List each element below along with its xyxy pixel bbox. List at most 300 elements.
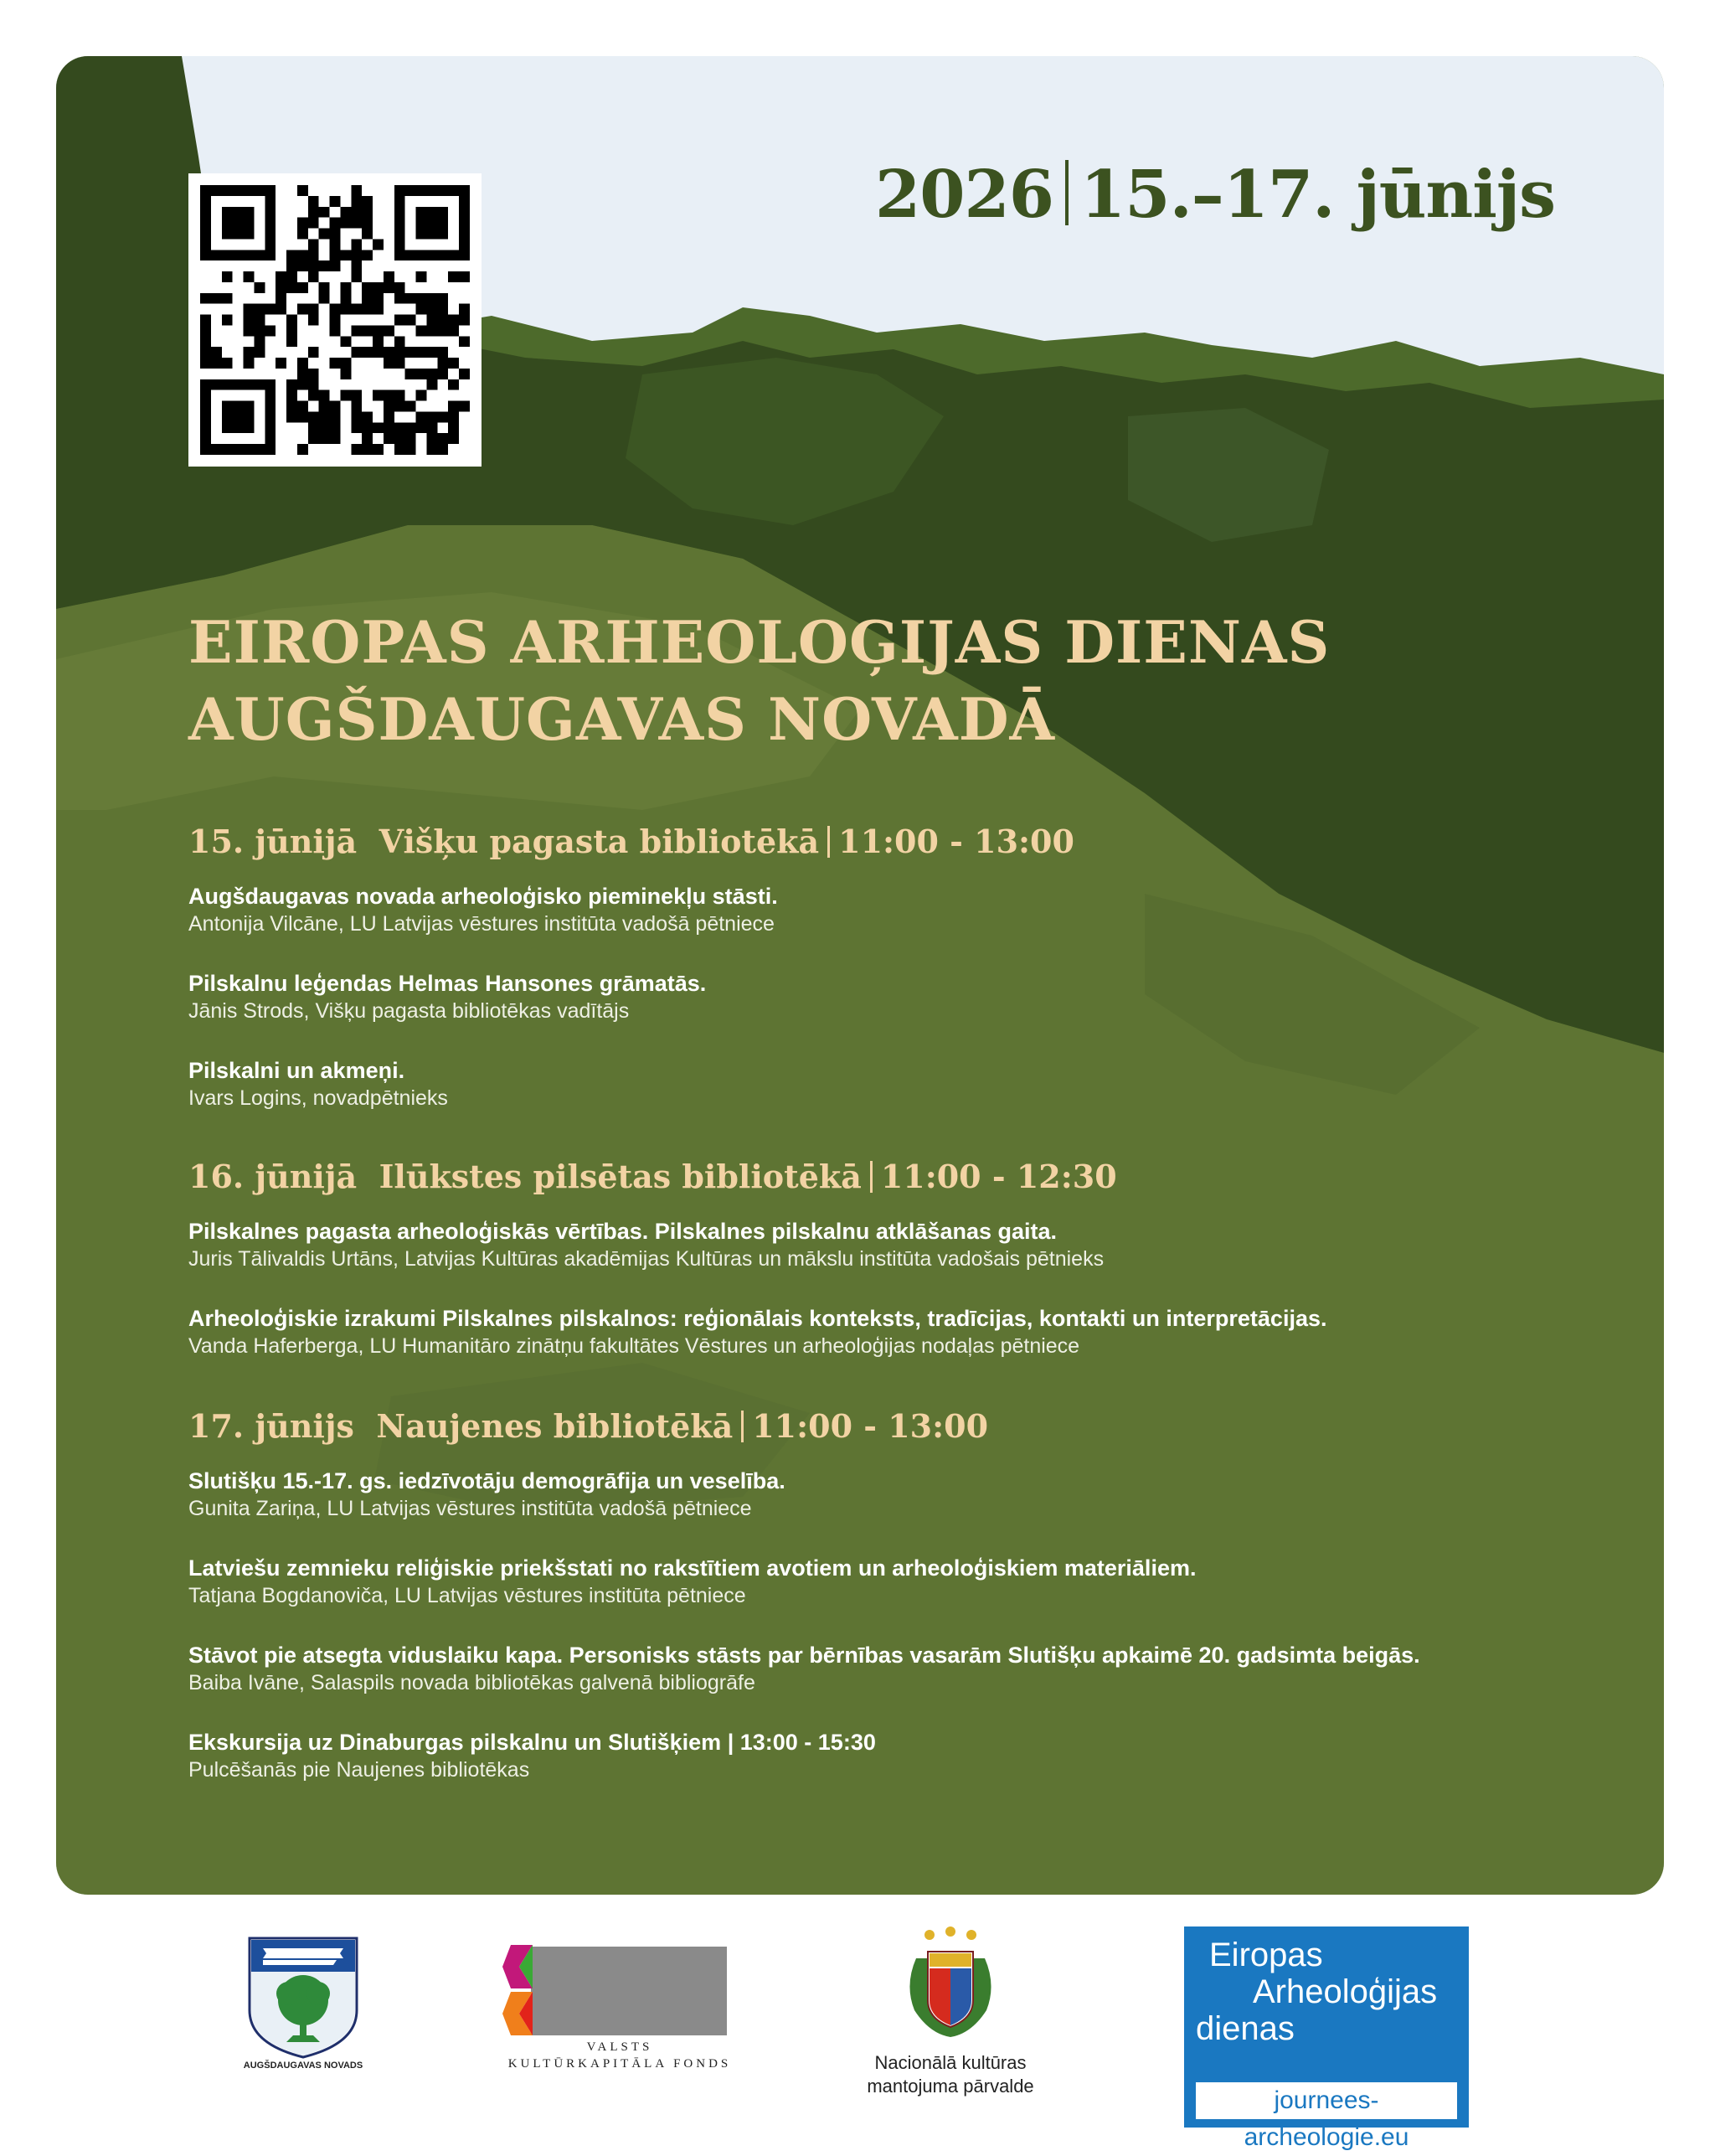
qr-module bbox=[362, 433, 373, 444]
qr-module bbox=[416, 411, 427, 422]
qr-module bbox=[384, 390, 394, 401]
talk-title: Ekskursija uz Dinaburgas pilskalnu un Slutišķiem | 13:00 - 15:30 bbox=[188, 1730, 876, 1755]
vkkf-caption-line-1: VALSTS bbox=[586, 2040, 653, 2054]
qr-module bbox=[233, 411, 244, 422]
qr-module bbox=[222, 315, 233, 326]
qr-module bbox=[340, 358, 351, 369]
event-dates bbox=[875, 157, 1555, 233]
qr-module bbox=[437, 433, 448, 444]
qr-module bbox=[340, 293, 351, 304]
qr-module bbox=[200, 229, 211, 240]
qr-module bbox=[373, 282, 384, 293]
qr-module bbox=[222, 422, 233, 433]
qr-module bbox=[233, 229, 244, 240]
qr-module bbox=[276, 358, 286, 369]
qr-module bbox=[211, 358, 222, 369]
qr-module bbox=[426, 347, 437, 358]
qr-module bbox=[308, 433, 319, 444]
qr-module bbox=[308, 390, 319, 401]
qr-module bbox=[276, 282, 286, 293]
qr-module bbox=[405, 315, 416, 326]
qr-module bbox=[437, 369, 448, 379]
qr-module bbox=[394, 315, 405, 326]
qr-module bbox=[362, 207, 373, 218]
qr-module bbox=[437, 250, 448, 260]
qr-module bbox=[437, 411, 448, 422]
qr-module bbox=[200, 196, 211, 207]
qr-module bbox=[286, 390, 297, 401]
qr-module bbox=[244, 250, 255, 260]
qr-module bbox=[200, 358, 211, 369]
qr-module bbox=[384, 325, 394, 336]
qr-module bbox=[362, 196, 373, 207]
qr-module bbox=[233, 207, 244, 218]
qr-module bbox=[437, 358, 448, 369]
list-item bbox=[188, 1304, 1629, 1359]
qr-module bbox=[265, 196, 276, 207]
event-date-range: 15.–17. jūnijs bbox=[1080, 157, 1555, 233]
qr-module bbox=[426, 185, 437, 196]
qr-module bbox=[200, 379, 211, 390]
qr-module bbox=[308, 411, 319, 422]
qr-module bbox=[244, 207, 255, 218]
qr-module bbox=[394, 239, 405, 250]
qr-module bbox=[200, 347, 211, 358]
qr-module bbox=[394, 185, 405, 196]
qr-module bbox=[437, 347, 448, 358]
qr-module bbox=[244, 411, 255, 422]
qr-module bbox=[319, 401, 330, 412]
qr-module bbox=[286, 411, 297, 422]
qr-module bbox=[254, 325, 265, 336]
list-item bbox=[188, 1217, 1629, 1272]
qr-module bbox=[244, 315, 255, 326]
qr-module bbox=[426, 250, 437, 260]
eu-website-link[interactable]: journees-archeologie.eu bbox=[1196, 2082, 1457, 2119]
program-day-1 bbox=[188, 823, 1629, 1143]
qr-module bbox=[426, 207, 437, 218]
qr-module bbox=[265, 239, 276, 250]
qr-module bbox=[437, 293, 448, 304]
qr-module bbox=[244, 218, 255, 229]
qr-module bbox=[459, 369, 470, 379]
qr-module bbox=[308, 379, 319, 390]
talk-speaker: Baiba Ivāne, Salaspils novada bibliotēkas galvenā bibliogrāfe bbox=[188, 1671, 755, 1694]
qr-module bbox=[351, 196, 362, 207]
qr-module bbox=[286, 336, 297, 347]
qr-module bbox=[362, 411, 373, 422]
qr-module bbox=[265, 444, 276, 455]
qr-module bbox=[448, 358, 459, 369]
qr-module bbox=[222, 411, 233, 422]
qr-module bbox=[416, 185, 427, 196]
qr-module bbox=[459, 304, 470, 315]
nkmp-caption-line-1: Nacionālā kultūras bbox=[874, 2052, 1027, 2073]
eu-archaeology-days-logo[interactable] bbox=[1184, 1926, 1469, 2151]
qr-module bbox=[384, 411, 394, 422]
qr-module bbox=[437, 325, 448, 336]
talk-title: Pilskalnu leģendas Helmas Hansones grāmatās. bbox=[188, 971, 707, 996]
qr-module bbox=[351, 325, 362, 336]
augsdaugava-coat-of-arms-logo bbox=[245, 1935, 362, 2077]
qr-module bbox=[330, 260, 341, 271]
qr-module bbox=[200, 293, 211, 304]
qr-module bbox=[416, 390, 427, 401]
qr-module bbox=[416, 271, 427, 282]
title-line-1: EIROPAS ARHEOLOĢIJAS DIENAS bbox=[188, 609, 1331, 677]
qr-module bbox=[200, 390, 211, 401]
day-time: 11:00 - 13:00 bbox=[752, 1407, 989, 1445]
qr-module bbox=[308, 239, 319, 250]
qr-module bbox=[384, 401, 394, 412]
day-heading bbox=[188, 1407, 1629, 1445]
qr-module bbox=[351, 239, 362, 250]
qr-module bbox=[308, 207, 319, 218]
qr-module bbox=[330, 325, 341, 336]
qr-module bbox=[222, 185, 233, 196]
vkkf-caption-line-2: KULTŪRKAPITĀLA FONDS bbox=[507, 2057, 732, 2071]
qr-module bbox=[286, 325, 297, 336]
qr-module bbox=[362, 304, 373, 315]
qr-module bbox=[297, 401, 308, 412]
day-date: 16. jūnijā bbox=[188, 1158, 358, 1195]
day-time: 11:00 - 13:00 bbox=[838, 823, 1074, 860]
qr-module bbox=[286, 401, 297, 412]
qr-module bbox=[362, 293, 373, 304]
qr-module bbox=[426, 229, 437, 240]
qr-module bbox=[286, 315, 297, 326]
qr-module bbox=[233, 379, 244, 390]
heading-separator bbox=[741, 1411, 744, 1442]
qr-module bbox=[254, 444, 265, 455]
qr-module bbox=[340, 369, 351, 379]
eu-logo-line-3: dienas bbox=[1196, 2010, 1295, 2047]
qr-module bbox=[405, 369, 416, 379]
talk-speaker: Gunita Zariņa, LU Latvijas vēstures institūta vadošā pētniece bbox=[188, 1497, 752, 1520]
qr-module bbox=[351, 260, 362, 271]
qr-module bbox=[254, 347, 265, 358]
augsdaugava-caption: AUGŠDAUGAVAS NOVADS bbox=[243, 2061, 363, 2071]
qr-module bbox=[297, 369, 308, 379]
qr-module bbox=[459, 196, 470, 207]
qr-module bbox=[362, 229, 373, 240]
qr-module bbox=[222, 207, 233, 218]
qr-module bbox=[340, 390, 351, 401]
qr-module bbox=[233, 422, 244, 433]
qr-module bbox=[405, 250, 416, 260]
qr-module bbox=[340, 250, 351, 260]
qr-module bbox=[211, 347, 222, 358]
qr-module bbox=[394, 358, 405, 369]
qr-module bbox=[384, 422, 394, 433]
qr-module bbox=[308, 315, 319, 326]
qr-module bbox=[319, 207, 330, 218]
qr-module bbox=[222, 444, 233, 455]
talk-speaker: Juris Tālivaldis Urtāns, Latvijas Kultūras akadēmijas Kultūras un mākslu institūta vadošais pētnieks bbox=[188, 1247, 1105, 1271]
qr-module bbox=[222, 358, 233, 369]
qr-module bbox=[405, 185, 416, 196]
list-item bbox=[188, 1554, 1629, 1609]
qr-module bbox=[200, 239, 211, 250]
qr-module bbox=[437, 229, 448, 240]
qr-module bbox=[351, 401, 362, 412]
qr-module bbox=[426, 315, 437, 326]
qr-module bbox=[330, 229, 341, 240]
poster-card bbox=[56, 56, 1664, 1895]
qr-module bbox=[351, 271, 362, 282]
list-item bbox=[188, 1641, 1629, 1696]
talk-speaker: Ivars Logins, novadpētnieks bbox=[188, 1086, 448, 1110]
qr-module bbox=[416, 218, 427, 229]
qr-module bbox=[426, 325, 437, 336]
qr-module bbox=[459, 315, 470, 326]
qr-module bbox=[265, 325, 276, 336]
qr-module bbox=[448, 315, 459, 326]
qr-module bbox=[265, 411, 276, 422]
day-heading bbox=[188, 823, 1629, 860]
qr-module bbox=[254, 315, 265, 326]
qr-module bbox=[286, 379, 297, 390]
talk-speaker: Pulcēšanās pie Naujenes bibliotēkas bbox=[188, 1758, 530, 1782]
qr-module bbox=[330, 315, 341, 326]
day-time: 11:00 - 12:30 bbox=[880, 1158, 1117, 1195]
qr-module bbox=[222, 250, 233, 260]
qr-module bbox=[340, 304, 351, 315]
qr-module bbox=[254, 304, 265, 315]
qr-module bbox=[340, 336, 351, 347]
qr-module bbox=[373, 444, 384, 455]
qr-code[interactable] bbox=[188, 173, 482, 467]
qr-module bbox=[373, 347, 384, 358]
qr-module bbox=[244, 401, 255, 412]
qr-module bbox=[373, 293, 384, 304]
qr-module bbox=[233, 185, 244, 196]
heading-separator bbox=[870, 1161, 873, 1193]
qr-module bbox=[265, 207, 276, 218]
qr-module bbox=[362, 444, 373, 455]
qr-module bbox=[394, 422, 405, 433]
qr-module bbox=[384, 433, 394, 444]
qr-module bbox=[459, 250, 470, 260]
list-item bbox=[188, 1728, 1629, 1783]
list-item bbox=[188, 969, 1629, 1024]
qr-module bbox=[200, 218, 211, 229]
qr-module bbox=[265, 379, 276, 390]
qr-module bbox=[373, 325, 384, 336]
talk-speaker: Antonija Vilcāne, LU Latvijas vēstures institūta vadošā pētniece bbox=[188, 912, 775, 936]
qr-module bbox=[384, 271, 394, 282]
qr-module bbox=[254, 336, 265, 347]
qr-module bbox=[459, 218, 470, 229]
qr-module bbox=[297, 444, 308, 455]
date-separator bbox=[1065, 160, 1069, 225]
qr-module bbox=[297, 304, 308, 315]
qr-module bbox=[330, 358, 341, 369]
qr-module bbox=[459, 239, 470, 250]
qr-module bbox=[265, 422, 276, 433]
qr-module bbox=[308, 271, 319, 282]
qr-module bbox=[394, 293, 405, 304]
qr-module bbox=[200, 422, 211, 433]
qr-module bbox=[394, 433, 405, 444]
qr-module bbox=[244, 347, 255, 358]
qr-module bbox=[437, 218, 448, 229]
qr-module bbox=[340, 207, 351, 218]
qr-module bbox=[437, 304, 448, 315]
qr-module bbox=[426, 379, 437, 390]
qr-module bbox=[362, 422, 373, 433]
qr-module bbox=[211, 185, 222, 196]
qr-module bbox=[265, 401, 276, 412]
title-line-2: AUGŠDAUGAVAS NOVADĀ bbox=[188, 686, 1056, 754]
qr-module bbox=[222, 229, 233, 240]
qr-module bbox=[448, 411, 459, 422]
qr-module bbox=[459, 271, 470, 282]
qr-module bbox=[426, 411, 437, 422]
qr-module bbox=[308, 422, 319, 433]
qr-module bbox=[319, 433, 330, 444]
qr-module bbox=[416, 229, 427, 240]
qr-module bbox=[394, 196, 405, 207]
qr-module bbox=[200, 250, 211, 260]
qr-module bbox=[286, 271, 297, 282]
qr-module bbox=[394, 347, 405, 358]
nkmp-caption-line-2: mantojuma pārvalde bbox=[867, 2076, 1034, 2097]
qr-module bbox=[330, 239, 341, 250]
qr-module bbox=[394, 336, 405, 347]
qr-module bbox=[297, 229, 308, 240]
qr-module bbox=[308, 260, 319, 271]
qr-module bbox=[330, 304, 341, 315]
qr-module bbox=[265, 185, 276, 196]
qr-module bbox=[362, 325, 373, 336]
talk-title: Pilskalni un akmeņi. bbox=[188, 1058, 405, 1083]
qr-module bbox=[254, 379, 265, 390]
qr-module bbox=[448, 271, 459, 282]
qr-module bbox=[405, 444, 416, 455]
qr-module bbox=[244, 422, 255, 433]
qr-module bbox=[426, 369, 437, 379]
talk-title: Stāvot pie atsegta viduslaiku kapa. Personisks stāsts par bērnības vasarām Slutišķu apkaimē 20. gadsimta beigās. bbox=[188, 1643, 1420, 1668]
qr-module bbox=[384, 358, 394, 369]
qr-module bbox=[394, 218, 405, 229]
qr-module bbox=[362, 347, 373, 358]
list-item bbox=[188, 1056, 1629, 1112]
qr-module bbox=[200, 325, 211, 336]
qr-module bbox=[319, 411, 330, 422]
qr-module bbox=[265, 229, 276, 240]
page-title bbox=[188, 605, 1330, 759]
qr-module bbox=[448, 379, 459, 390]
qr-module bbox=[319, 229, 330, 240]
qr-module bbox=[211, 293, 222, 304]
qr-module bbox=[286, 260, 297, 271]
qr-module bbox=[330, 250, 341, 260]
qr-module bbox=[384, 347, 394, 358]
qr-module bbox=[394, 250, 405, 260]
qr-module bbox=[351, 390, 362, 401]
talk-speaker: Jānis Strods, Višķu pagasta bibliotēkas vadītājs bbox=[188, 999, 630, 1023]
qr-module bbox=[308, 369, 319, 379]
qr-module bbox=[351, 207, 362, 218]
qr-module bbox=[437, 207, 448, 218]
qr-module bbox=[405, 293, 416, 304]
qr-module bbox=[254, 250, 265, 260]
day-venue: Naujenes bibliotēkā bbox=[376, 1407, 734, 1445]
qr-module bbox=[373, 336, 384, 347]
qr-module bbox=[448, 250, 459, 260]
qr-module bbox=[297, 358, 308, 369]
qr-module bbox=[351, 422, 362, 433]
qr-module bbox=[254, 185, 265, 196]
qr-module bbox=[297, 260, 308, 271]
qr-module bbox=[448, 433, 459, 444]
qr-module bbox=[297, 250, 308, 260]
qr-module bbox=[416, 207, 427, 218]
qr-module bbox=[373, 422, 384, 433]
qr-module bbox=[426, 422, 437, 433]
qr-module bbox=[330, 411, 341, 422]
qr-module bbox=[286, 250, 297, 260]
qr-module bbox=[297, 379, 308, 390]
day-heading bbox=[188, 1158, 1629, 1195]
qr-module bbox=[319, 282, 330, 293]
talk-title: Pilskalnes pagasta arheoloģiskās vērtības. Pilskalnes pilskalnu atklāšanas gaita. bbox=[188, 1219, 1058, 1244]
qr-module bbox=[286, 282, 297, 293]
qr-module bbox=[416, 304, 427, 315]
qr-module bbox=[437, 185, 448, 196]
qr-module bbox=[233, 250, 244, 260]
qr-module bbox=[426, 444, 437, 455]
qr-module bbox=[373, 239, 384, 250]
heading-separator bbox=[827, 826, 830, 858]
qr-module bbox=[319, 422, 330, 433]
qr-module bbox=[373, 390, 384, 401]
shield-icon bbox=[245, 1935, 362, 2061]
qr-module bbox=[426, 304, 437, 315]
qr-module bbox=[211, 379, 222, 390]
qr-module bbox=[426, 433, 437, 444]
qr-module bbox=[200, 185, 211, 196]
qr-module bbox=[394, 207, 405, 218]
qr-module bbox=[244, 304, 255, 315]
qr-module bbox=[426, 218, 437, 229]
qr-module bbox=[405, 401, 416, 412]
talk-speaker: Tatjana Bogdanoviča, LU Latvijas vēstures institūta pētniece bbox=[188, 1584, 746, 1607]
qr-module bbox=[459, 229, 470, 240]
qr-module bbox=[244, 271, 255, 282]
qr-module bbox=[265, 304, 276, 315]
vkkf-logo bbox=[502, 1945, 737, 2079]
qr-module bbox=[351, 250, 362, 260]
qr-module bbox=[276, 293, 286, 304]
list-item bbox=[188, 1467, 1629, 1522]
talk-title: Slutišķu 15.-17. gs. iedzīvotāju demogrāfija un veselība. bbox=[188, 1468, 785, 1493]
qr-module bbox=[362, 218, 373, 229]
eu-logo-line-2: Arheoloģijas bbox=[1253, 1973, 1438, 2010]
qr-module bbox=[200, 207, 211, 218]
program-day-2 bbox=[188, 1158, 1629, 1391]
eu-logo-line-1: Eiropas bbox=[1209, 1937, 1323, 1973]
qr-module bbox=[222, 218, 233, 229]
qr-module bbox=[394, 444, 405, 455]
qr-module bbox=[222, 401, 233, 412]
qr-module bbox=[448, 401, 459, 412]
qr-module bbox=[265, 390, 276, 401]
qr-module bbox=[448, 422, 459, 433]
qr-module bbox=[351, 218, 362, 229]
qr-module bbox=[308, 218, 319, 229]
